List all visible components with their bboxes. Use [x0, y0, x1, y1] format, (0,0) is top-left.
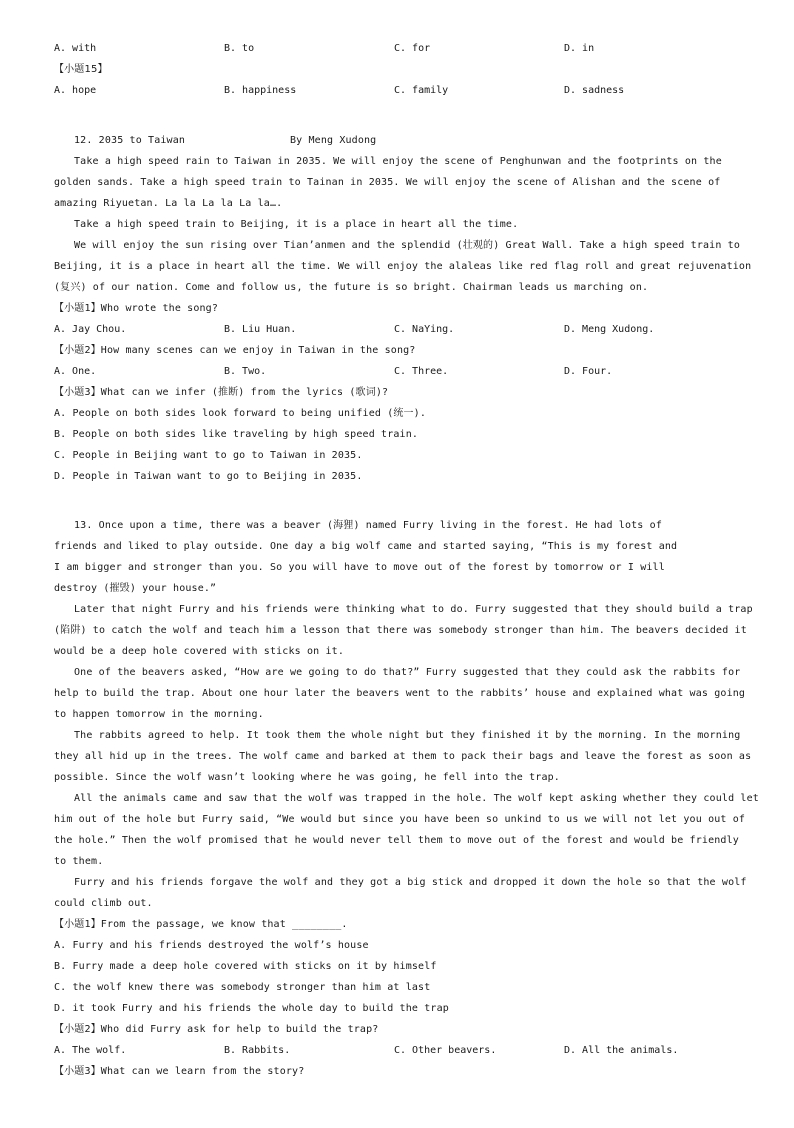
option-a: A. Furry and his friends destroyed the wolf’s house	[54, 940, 369, 951]
passage-line: (复兴) of our nation. Come and follow us, the future is so bright. Chairman leads us marching on.	[54, 282, 649, 293]
passage-line: help to build the trap. About one hour later the beavers went to the rabbits’ house and explained what was going	[54, 688, 746, 699]
question-3: 【小题3】What can we infer (推断) from the lyrics (歌词)?	[54, 387, 389, 398]
question-1: 【小题1】From the passage, we know that ________.	[54, 919, 348, 930]
option-b: B. Furry made a deep hole covered with sticks on it by himself	[54, 961, 437, 972]
passage-line: could climb out.	[54, 898, 153, 909]
q1-options	[54, 323, 754, 337]
passage-line: Take a high speed train to Beijing, it is a place in heart all the time.	[74, 219, 519, 230]
option-a: A. hope	[54, 85, 97, 96]
option-a: A. The wolf.	[54, 1045, 127, 1056]
passage-line: amazing Riyuetan. La la La la La la….	[54, 198, 283, 209]
option-d: D. All the animals.	[564, 1045, 679, 1056]
option-d: D. in	[564, 43, 595, 54]
passage-line: golden sands. Take a high speed train to Tainan in 2035. We will enjoy the scene of Alishan and the scene of	[54, 177, 721, 188]
passage-line: possible. Since the wolf wasn’t looking where he was going, he fell into the trap.	[54, 772, 560, 783]
option-c: C. NaYing.	[394, 324, 455, 335]
option-c: C. Other beavers.	[394, 1045, 497, 1056]
option-c: C. Three.	[394, 366, 449, 377]
q2-options	[54, 1044, 754, 1058]
option-d: D. Four.	[564, 366, 613, 377]
q2-options	[54, 365, 754, 379]
passage-line: 13. Once upon a time, there was a beaver (海狸) named Furry living in the forest. He had lots of	[74, 520, 662, 531]
option-b: B. to	[224, 43, 255, 54]
option-b: B. Rabbits.	[224, 1045, 291, 1056]
q15-tag: 【小题15】	[54, 64, 108, 75]
option-d: D. Meng Xudong.	[564, 324, 655, 335]
option-d: D. sadness	[564, 85, 625, 96]
q14-options	[54, 42, 754, 56]
option-b: B. Liu Huan.	[224, 324, 297, 335]
option-d: D. People in Taiwan want to go to Beijing in 2035.	[54, 471, 363, 482]
passage-line: to them.	[54, 856, 104, 867]
passage-line: Later that night Furry and his friends were thinking what to do. Furry suggested that they should build a trap	[74, 604, 753, 615]
passage-line: Take a high speed rain to Taiwan in 2035. We will enjoy the scene of Penghunwan and the footprints on the	[74, 156, 722, 167]
question-2: 【小题2】Who did Furry ask for help to build the trap?	[54, 1024, 379, 1035]
passage-line: We will enjoy the sun rising over Tian’anmen and the splendid (壮观的) Great Wall. Take a high speed train to	[74, 240, 741, 251]
passage-line: would be a deep hole covered with sticks on it.	[54, 646, 345, 657]
passage-line: All the animals came and saw that the wolf was trapped in the hole. The wolf kept asking whether they could let	[74, 793, 759, 804]
q15-options	[54, 84, 754, 98]
passage-line: they all hid up in the trees. The wolf came and barked at them to pack their bags and leave the forest as soon as	[54, 751, 752, 762]
option-a: A. One.	[54, 366, 97, 377]
passage-line: Beijing, it is a place in heart all the time. We will enjoy the alaleas like red flag roll and great rejuvenation	[54, 261, 752, 272]
option-b: B. People on both sides like traveling by high speed train.	[54, 429, 419, 440]
question-1: 【小题1】Who wrote the song?	[54, 303, 219, 314]
passage-line: (陷阱) to catch the wolf and teach him a lesson that there was somebody stronger than him. The beavers decided it	[54, 625, 747, 636]
option-d: D. it took Furry and his friends the whole day to build the trap	[54, 1003, 449, 1014]
question-2: 【小题2】How many scenes can we enjoy in Taiwan in the song?	[54, 345, 416, 356]
question-3: 【小题3】What can we learn from the story?	[54, 1066, 305, 1077]
option-a: A. with	[54, 43, 97, 54]
option-a: A. People on both sides look forward to being unified (统一).	[54, 408, 427, 419]
passage-line: Furry and his friends forgave the wolf and they got a big stick and dropped it down the hole so that the wolf	[74, 877, 747, 888]
option-b: B. Two.	[224, 366, 267, 377]
option-c: C. the wolf knew there was somebody stronger than him at last	[54, 982, 431, 993]
option-b: B. happiness	[224, 85, 297, 96]
section12-title: 12. 2035 to Taiwan By Meng Xudong	[74, 135, 377, 146]
option-a: A. Jay Chou.	[54, 324, 127, 335]
passage-line: destroy (摧毁) your house.”	[54, 583, 217, 594]
passage-line: the hole.” Then the wolf promised that he would never tell them to move out of the forest and would be friendly	[54, 835, 739, 846]
passage-line: One of the beavers asked, “How are we going to do that?” Furry suggested that they could ask the rabbits for	[74, 667, 741, 678]
passage-line: The rabbits agreed to help. It took them the whole night but they finished it by the morning. In the morning	[74, 730, 741, 741]
option-c: C. People in Beijing want to go to Taiwan in 2035.	[54, 450, 363, 461]
option-c: C. for	[394, 43, 431, 54]
passage-line: him out of the hole but Furry said, “We would but since you have been so unkind to us we will not let you out of	[54, 814, 746, 825]
passage-line: I am bigger and stronger than you. So you will have to move out of the forest by tomorrow or I will	[54, 562, 665, 573]
passage-line: to happen tomorrow in the morning.	[54, 709, 264, 720]
passage-line: friends and liked to play outside. One day a big wolf came and started saying, “This is my forest and	[54, 541, 678, 552]
option-c: C. family	[394, 85, 449, 96]
